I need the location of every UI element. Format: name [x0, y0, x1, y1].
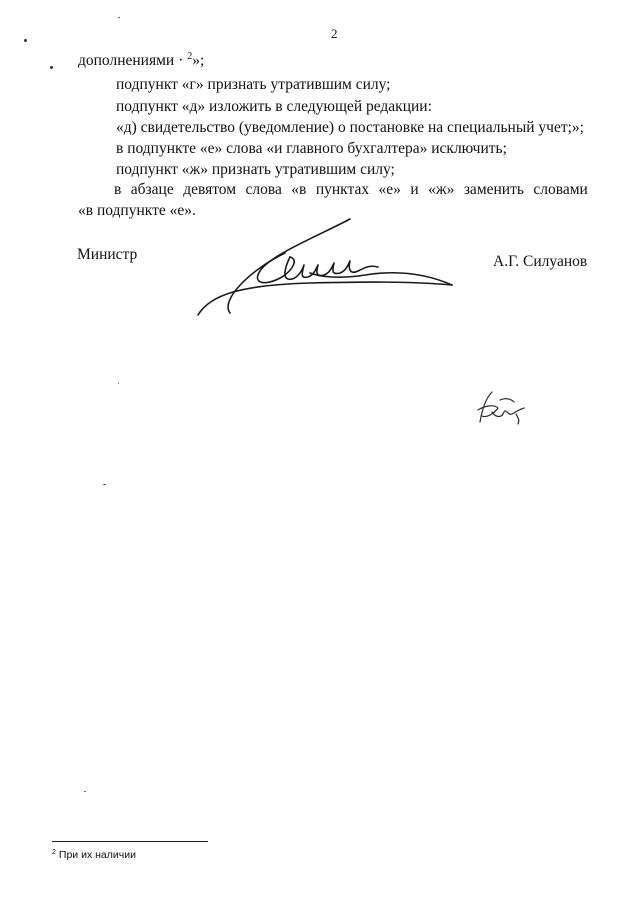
body-line-7-word: «в	[291, 181, 307, 198]
body-line-7-word: и	[410, 181, 419, 198]
handwritten-signature	[190, 215, 460, 325]
body-line-7-word: пунктах	[315, 181, 370, 198]
body-line-7-word: заменить	[463, 181, 524, 198]
scan-speck	[103, 484, 106, 485]
footnote-text: При их наличии	[58, 849, 136, 861]
signatory-title: Министр	[77, 246, 138, 263]
footnote-reference: 2	[187, 50, 193, 62]
body-line-7-word: «ж»	[428, 181, 455, 198]
body-line-2: подпункт «г» признать утратившим силу;	[116, 76, 391, 93]
body-line-4: «д) свидетельство (уведомление) о постановке на специальный учет;»;	[116, 119, 584, 136]
scan-speck	[84, 791, 86, 792]
body-line-7-word: абзаце	[130, 181, 174, 198]
initials-mark	[474, 388, 530, 428]
signatory-name: А.Г. Силуанов	[493, 253, 588, 270]
body-line-7-word: словами	[533, 181, 588, 198]
body-line-6: подпункт «ж» признать утратившим силу;	[116, 161, 395, 178]
body-line-1: дополнениями · $^2$»;	[78, 50, 205, 69]
scan-speck	[50, 66, 53, 69]
body-line-7-word: «е»	[378, 181, 401, 198]
body-line-8: «в подпункте «е».	[78, 202, 196, 219]
body-line-7-word: в	[114, 181, 122, 198]
body-line-3: подпункт «д» изложить в следующей редакции:	[116, 98, 432, 115]
body-line-7-word: девятом	[183, 181, 237, 198]
body-line-5: в подпункте «е» слова «и главного бухгалтера» исключить;	[116, 140, 507, 157]
body-line-7-word: слова	[245, 181, 282, 198]
footnote	[52, 848, 136, 862]
footnote-separator	[52, 841, 208, 842]
scan-speck	[118, 17, 120, 18]
body-line-1-tail: »;	[192, 52, 205, 69]
scan-speck	[24, 39, 27, 42]
scan-speck	[118, 383, 119, 384]
body-line-7	[114, 180, 588, 200]
body-line-1-text: дополнениями	[78, 52, 175, 69]
page-number: 2	[331, 26, 338, 41]
footnote-mark: 2	[52, 848, 56, 856]
